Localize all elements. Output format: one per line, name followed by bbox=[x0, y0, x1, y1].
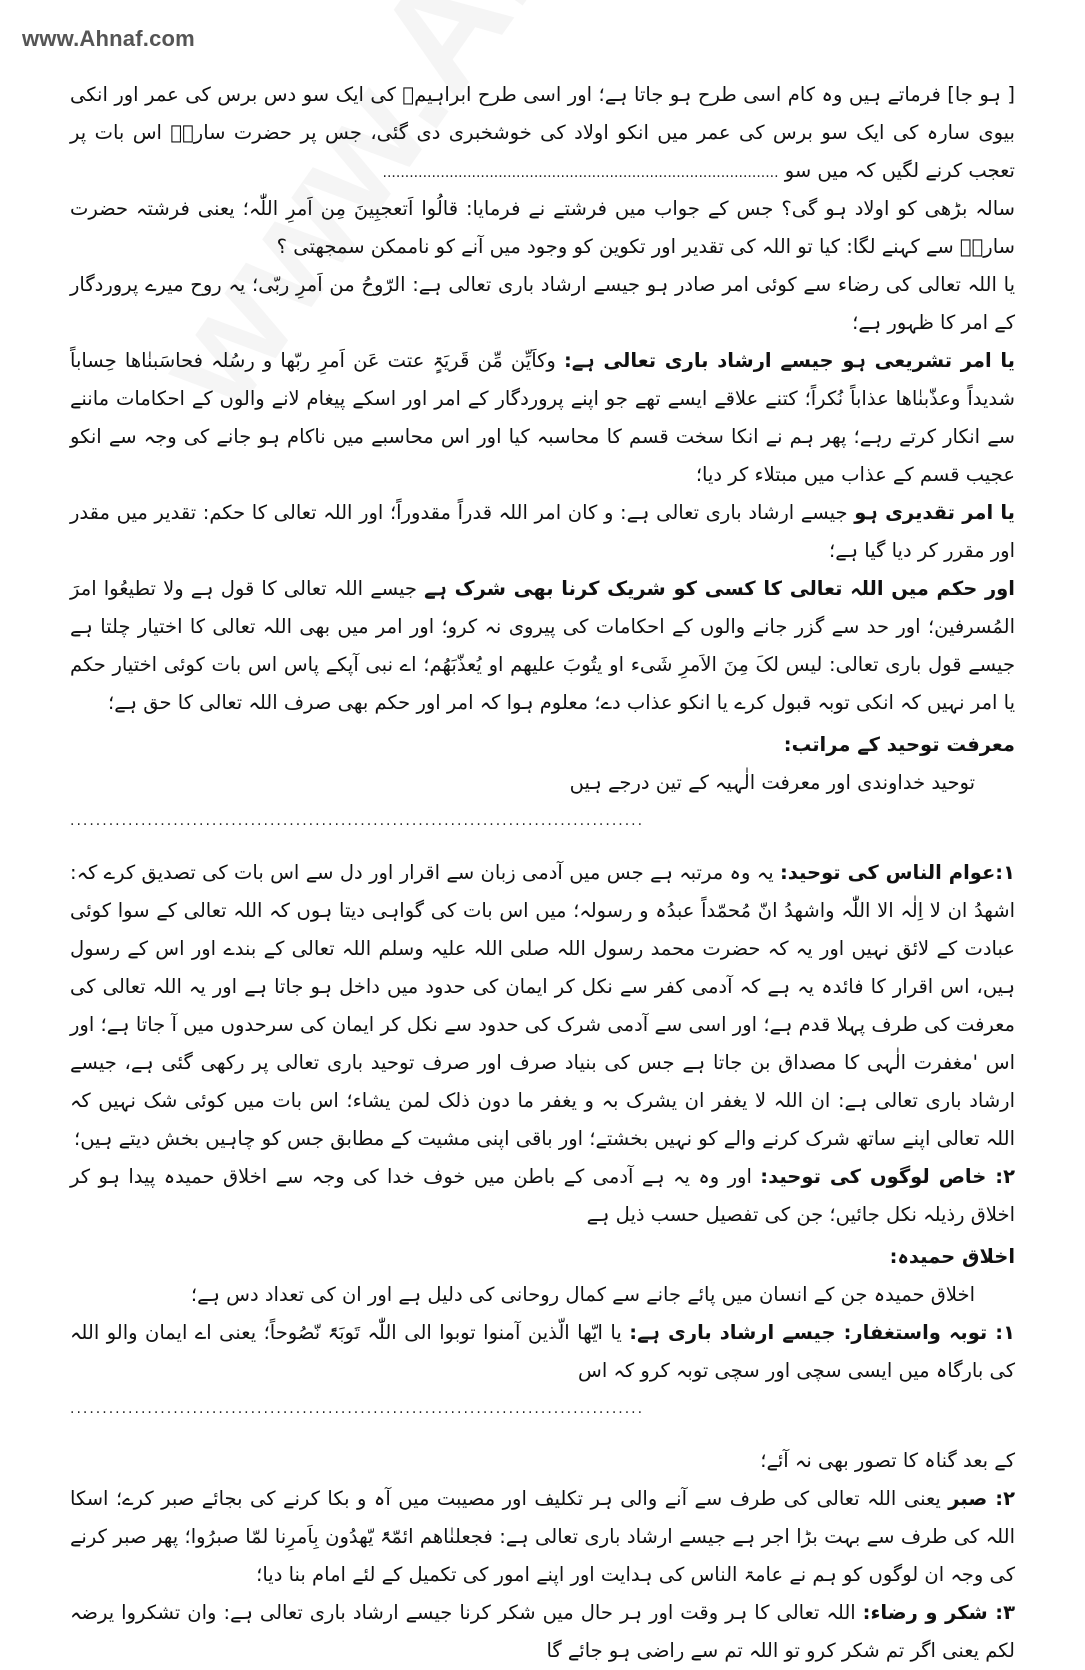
dotted-separator: ......................................................................................... bbox=[70, 1401, 645, 1417]
section-heading: اخلاق حمیدہ: bbox=[889, 1245, 1015, 1268]
paragraph: ۲: خاص لوگوں کی توحید: اور وہ یہ ہے آدمی کے باطن میں خوف خدا کی وجہ سے اخلاق حمیدہ پیدا ہو کر اخلاق رذیلہ نکل جائیں؛ جن کی تفصیل حسب ذیل ہے bbox=[70, 1165, 1016, 1226]
paragraph: کے بعد گناہ کا تصور بھی نہ آئے؛ bbox=[760, 1449, 1015, 1472]
paragraph: یا امر تشریعی ہو جیسے ارشاد باری تعالی ہے: وکاَیِّن مِّن قَریَۃٍ عتت عَن اَمرِ ربّھا و رسُلہ فحاسَبنٰاھا حِساباً شدیداً وعذّبنٰاھا عذاباً نُکراً؛ کتنے علاقے ایسے تھے جو اپنے پروردگار کے امر اور اسکے پیغام لانے والوں کے احکامات ماننے سے انکار کرتے رہے؛ پھر ہم نے انکا سخت قسم کا محاسبہ کیا اور اس محاسبے میں ناکام ہو جانے کی وجہ سے انکو عجیب قسم کے عذاب میں مبتلاء کر دیا؛ bbox=[70, 349, 1015, 486]
paragraph: ۱: توبہ واستغفار: جیسے ارشاد باری ہے: یا ایّھا الّذین آمنوا توبوا الی اللّٰہ تَوبَۃً نّصُوحاً؛ یعنی اے ایمان والو اللہ کی بارگاہ میں ایسی سچی اور سچی توبہ کرو کہ اس bbox=[70, 1321, 1016, 1382]
paragraph: یا امر تقدیری ہو جیسے ارشاد باری تعالی ہے: و کان امر اللہ قدراً مقدوراً؛ اور اللہ تعالی کا حکم: تقدیر میں مقدر اور مقرر کر دیا گیا ہے؛ bbox=[70, 501, 1015, 562]
dotted-separator: ......................................................................................... bbox=[70, 813, 645, 829]
paragraph: ۳: شکر و رضاء: اللہ تعالی کا ہر وقت اور ہر حال میں شکر کرنا جیسے ارشاد باری تعالی ہے: وان تشکروا یرضہ لکم یعنی اگر تم شکر کرو تو اللہ تم سے راضی ہو جائے گا bbox=[70, 1601, 1015, 1662]
paragraph: یا اللہ تعالی کی رضاء سے کوئی امر صادر ہو جیسے ارشاد باری تعالی ہے: الرّوحُ من اَمرِ ربّی؛ یہ روح میرے پروردگار کے امر کا ظہور ہے؛ bbox=[70, 273, 1015, 334]
site-url: www.Ahnaf.com bbox=[22, 26, 195, 51]
paragraph: ۲: صبر یعنی اللہ تعالی کی طرف سے آنے والی ہر تکلیف اور مصیبت میں آہ و بکا کرنے کی بجائے صبر کرے؛ اسکا اللہ کی طرف سے بہت بڑا اجر ہے جیسے ارشاد باری تعالی ہے: فجعلنٰاھم ائمّۃً یّھدُون بِاَمرِنا لمّا صبرُوا؛ پھر صبر کرنے کی وجہ ان لوگوں کو ہم نے عامۃ الناس کی ہدایت اور اپنے امور کی تکمیل کے لئے امام بنا دیا؛ bbox=[70, 1487, 1015, 1586]
document-body bbox=[70, 76, 1015, 1670]
section-heading: معرفت توحید کے مراتب: bbox=[783, 733, 1015, 756]
dotted-leader: ......................................................................................... bbox=[382, 165, 779, 181]
paragraph: ۱:عوام الناس کی توحید: یہ وہ مرتبہ ہے جس میں آدمی زبان سے اقرار اور دل سے اس بات کی تصدیق کرے کہ: اشھدُ ان لا اِلٰہ الا اللّٰہ واشھدُ انّ مُحمّداً عبدُہ و رسولہ؛ میں اس بات کی گواہی دیتا ہوں کہ اللہ تعالی کے سوا کوئی عبادت کے لائق نہیں اور یہ کہ حضرت محمد رسول اللہ صلی اللہ علیہ وسلم اللہ تعالی کے بندے اور اس کے رسول ہیں، اس اقرار کا فائدہ یہ ہے کہ آدمی کفر سے نکل کر ایمان کی حدود میں داخل ہو جاتا ہے اور یہ اللہ تعالی کی معرفت کی طرف پہلا قدم ہے؛ اور اسی سے آدمی شرک کی حدود سے نکل کر ایمان کی سرحدوں میں آ جاتا ہے؛ اور اس 'مغفرت الٰہی کا مصداق بن جاتا ہے جس کی بنیاد صرف اور صرف توحید باری تعالی پر رکھی گئی ہے، جیسے ارشاد باری تعالی ہے: ان اللہ لا یغفر ان یشرک بہ و یغفر ما دون ذلک لمن یشاء؛ اس بات میں کوئی شک نہیں کہ اللہ تعالی اپنے ساتھ شرک کرنے والے کو نہیں بخشتے؛ اور باقی اپنی مشیت کے مطابق جس کو چاہیں بخش دیتے ہیں؛ bbox=[70, 861, 1015, 1150]
paragraph: [ ہو جا] فرماتے ہیں وہ کام اسی طرح ہو جاتا ہے؛ اور اسی طرح ابراہیمؑ کی ایک سو دس برس کی عمر اور انکی بیوی سارہ کی ایک سو برس کی عمر میں انکو اولاد کی خوشخبری دی گئی، جس پر حضرت سارہؑ اس بات پر تعجب کرنے لگیں کہ میں سو ......................................................................................... bbox=[70, 83, 1015, 182]
paragraph: توحید خداوندی اور معرفت الٰہیہ کے تین درجے ہیں bbox=[569, 771, 975, 794]
paragraph: اخلاق حمیدہ جن کے انسان میں پائے جانے سے کمال روحانی کی دلیل ہے اور ان کی تعداد دس ہے؛ bbox=[190, 1283, 975, 1306]
paragraph: اور حکم میں اللہ تعالی کا کسی کو شریک کرنا بھی شرک ہے جیسے اللہ تعالی کا قول ہے ولا تطیعُوا امرَ المُسرفین؛ اور حد سے گزر جانے والوں کے احکامات کی پیروی نہ کرو؛ اور امر میں بھی اللہ تعالی کا اختیار چلتا ہے جیسے قول باری تعالی: لیس لکَ مِنَ الاَمرِ شَیء او یتُوبَ علیھم او یُعذّبَھُم؛ اے نبی آپکے پاس اس بات کوئی اختیار حکم یا امر نہیں کہ انکی توبہ قبول کرے یا انکو عذاب دے؛ معلوم ہوا کہ امر اور حکم بھی صرف اللہ تعالی کا حق ہے؛ bbox=[70, 577, 1015, 714]
paragraph: سالہ بڑھی کو اولاد ہو گی؟ جس کے جواب میں فرشتے نے فرمایا: قالُوا اَتعجبِینَ مِن اَمرِ اللّٰہ؛ یعنی فرشتہ حضرت سارہؑ سے کہنے لگا: کیا تو اللہ کی تقدیر اور تکوین کو وجود میں آنے کو ناممکن سمجھتی ؟ bbox=[70, 197, 1015, 258]
